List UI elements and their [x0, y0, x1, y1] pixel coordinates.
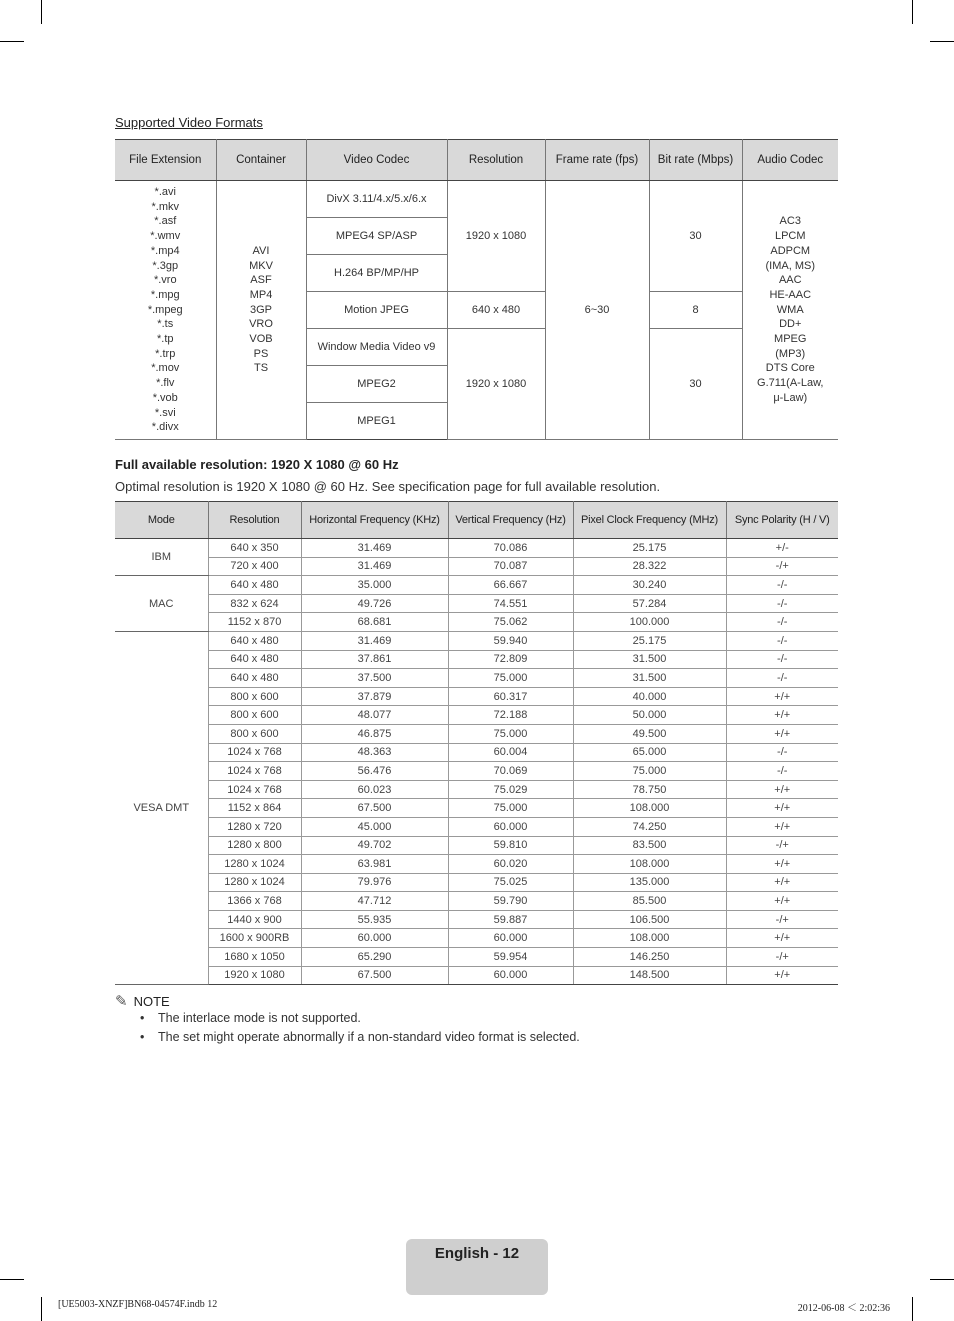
table-cell: 37.861 [301, 650, 448, 669]
table-cell: 67.500 [301, 799, 448, 818]
table-cell: 1152 x 864 [208, 799, 301, 818]
resolution-cell: 1920 x 1080 [447, 329, 545, 440]
table-row [115, 929, 838, 948]
container-name: PS [253, 347, 269, 360]
table-cell: 60.020 [448, 855, 573, 874]
pencil-icon: ✎ [115, 993, 128, 1010]
table-cell: 100.000 [573, 613, 726, 632]
list-item: • The set might operate abnormally if a non-standard video format is selected. [140, 1030, 580, 1049]
table-cell: 75.062 [448, 613, 573, 632]
table-cell: 108.000 [573, 799, 726, 818]
display-modes-table [115, 501, 838, 985]
table-cell: +/+ [726, 966, 838, 985]
file-extension: *.mp4 [150, 244, 180, 257]
column-header: Horizontal Frequency (KHz) [301, 502, 448, 539]
table-cell: 148.500 [573, 966, 726, 985]
video-codec-cell: Motion JPEG [306, 292, 447, 329]
file-extension: *.asf [154, 215, 177, 228]
footer-file-info: [UE5003-XNZF]BN68-04574F.indb 12 [58, 1299, 218, 1310]
audio-codec: HE-AAC [769, 288, 812, 301]
crop-mark [41, 1297, 42, 1321]
table-cell: +/- [726, 539, 838, 558]
table-cell: -/- [726, 594, 838, 613]
table-cell: 1680 x 1050 [208, 948, 301, 967]
audio-codec: G.711(A-Law, [757, 377, 824, 390]
table-cell: -/+ [726, 910, 838, 929]
container-name: VRO [249, 318, 273, 331]
table-cell: 60.000 [448, 817, 573, 836]
table-cell: -/- [726, 631, 838, 650]
file-extension: *.flv [156, 377, 175, 390]
crop-mark [912, 0, 913, 24]
table-cell: 25.175 [573, 631, 726, 650]
file-extension: *.avi [154, 186, 176, 199]
column-header: Sync Polarity (H / V) [726, 502, 838, 539]
table-row [115, 948, 838, 967]
table-cell: 75.000 [448, 724, 573, 743]
table-cell: 31.500 [573, 669, 726, 688]
table-cell: 720 x 400 [208, 557, 301, 576]
video-codec-cell: MPEG1 [306, 403, 447, 440]
column-header: Resolution [208, 502, 301, 539]
table-cell: 640 x 350 [208, 539, 301, 558]
table-cell: +/+ [726, 799, 838, 818]
container-name: TS [253, 362, 269, 375]
file-extension: *.mkv [151, 200, 179, 213]
crop-mark [912, 1297, 913, 1321]
section-title: Supported Video Formats [115, 115, 263, 130]
column-header: Bit rate (Mbps) [649, 140, 742, 181]
table-cell: 60.317 [448, 687, 573, 706]
table-cell: 1600 x 900RB [208, 929, 301, 948]
mode-cell: MAC [115, 576, 208, 632]
table-cell: -/- [726, 613, 838, 632]
table-cell: -/- [726, 650, 838, 669]
mode-table-body [115, 539, 838, 985]
file-extension: *.mov [151, 362, 180, 375]
table-cell: 31.500 [573, 650, 726, 669]
table-cell: 135.000 [573, 873, 726, 892]
table-cell: 57.284 [573, 594, 726, 613]
resolution-text: Optimal resolution is 1920 X 1080 @ 60 Hz. See specification page for full available resolution. [115, 479, 661, 494]
container-name: MKV [249, 259, 273, 272]
table-header-row [115, 502, 838, 539]
crop-mark [930, 41, 954, 42]
containers-cell [216, 181, 306, 440]
page-label: English - 12 [434, 1245, 520, 1262]
table-cell: 60.004 [448, 743, 573, 762]
column-header: Pixel Clock Frequency (MHz) [573, 502, 726, 539]
table-cell: 65.290 [301, 948, 448, 967]
table-cell: 45.000 [301, 817, 448, 836]
table-cell: 1024 x 768 [208, 743, 301, 762]
table-cell: 72.809 [448, 650, 573, 669]
table-cell: 40.000 [573, 687, 726, 706]
table-cell: +/+ [726, 724, 838, 743]
table-cell: 72.188 [448, 706, 573, 725]
note-heading [115, 992, 170, 1010]
table-cell: 800 x 600 [208, 687, 301, 706]
table-cell: 640 x 480 [208, 669, 301, 688]
table-cell: 146.250 [573, 948, 726, 967]
container-name: ASF [250, 274, 272, 287]
table-row [115, 181, 838, 218]
table-cell: 46.875 [301, 724, 448, 743]
file-extension: *.ts [157, 318, 174, 331]
audio-codec: ADPCM [770, 244, 811, 257]
audio-codec: MPEG [774, 333, 807, 346]
table-cell: 1366 x 768 [208, 892, 301, 911]
table-cell: 640 x 480 [208, 650, 301, 669]
table-cell: 832 x 624 [208, 594, 301, 613]
table-row [115, 892, 838, 911]
table-cell: 1024 x 768 [208, 780, 301, 799]
table-row [115, 576, 838, 595]
table-cell: 1280 x 1024 [208, 873, 301, 892]
video-codec-cell: H.264 BP/MP/HP [306, 255, 447, 292]
column-header: Video Codec [306, 140, 447, 181]
table-cell: 67.500 [301, 966, 448, 985]
frame-rate-cell: 6~30 [545, 181, 649, 440]
table-cell: +/+ [726, 687, 838, 706]
table-cell: 1280 x 720 [208, 817, 301, 836]
note-label: NOTE [133, 994, 170, 1009]
table-row [115, 873, 838, 892]
table-cell: 66.667 [448, 576, 573, 595]
table-cell: 37.500 [301, 669, 448, 688]
audio-codec: LPCM [774, 230, 806, 243]
file-extension: *.mpg [150, 288, 180, 301]
table-row [115, 762, 838, 781]
table-cell: +/+ [726, 780, 838, 799]
table-cell: 1440 x 900 [208, 910, 301, 929]
table-cell: 79.976 [301, 873, 448, 892]
table-cell: 31.469 [301, 539, 448, 558]
table-cell: 59.954 [448, 948, 573, 967]
table-row [115, 817, 838, 836]
table-row [115, 855, 838, 874]
video-codec-cell: DivX 3.11/4.x/5.x/6.x [306, 181, 447, 218]
table-cell: 31.469 [301, 631, 448, 650]
table-row [115, 743, 838, 762]
table-row [115, 669, 838, 688]
table-row [115, 836, 838, 855]
table-row [115, 594, 838, 613]
mode-cell: VESA DMT [115, 631, 208, 984]
page-number-tab [406, 1239, 548, 1295]
audio-codecs-cell [742, 181, 838, 440]
crop-mark [0, 41, 24, 42]
table-cell: 31.469 [301, 557, 448, 576]
table-cell: -/- [726, 762, 838, 781]
table-cell: 49.726 [301, 594, 448, 613]
table-cell: 30.240 [573, 576, 726, 595]
note-list [140, 1011, 580, 1049]
table-cell: 59.810 [448, 836, 573, 855]
audio-codec: (IMA, MS) [765, 259, 815, 272]
table-cell: 70.087 [448, 557, 573, 576]
table-cell: 59.940 [448, 631, 573, 650]
table-cell: 78.750 [573, 780, 726, 799]
table-cell: -/+ [726, 557, 838, 576]
table-cell: 800 x 600 [208, 724, 301, 743]
resolution-heading: Full available resolution: 1920 X 1080 @ 60 Hz [115, 457, 399, 472]
table-cell: 65.000 [573, 743, 726, 762]
table-row [115, 799, 838, 818]
file-extension: *.trp [155, 347, 176, 360]
audio-codec: μ-Law) [773, 391, 808, 404]
table-cell: +/+ [726, 892, 838, 911]
file-extensions-cell [115, 181, 216, 440]
container-name: 3GP [249, 303, 272, 316]
table-row [115, 966, 838, 985]
audio-codec: WMA [776, 303, 804, 316]
column-header: Resolution [447, 140, 545, 181]
column-header: Container [216, 140, 306, 181]
table-cell: 59.790 [448, 892, 573, 911]
column-header: Frame rate (fps) [545, 140, 649, 181]
video-formats-table [115, 139, 838, 440]
file-extension: *.svi [154, 406, 176, 419]
table-cell: 60.000 [301, 929, 448, 948]
audio-codec: AAC [778, 274, 802, 287]
table-cell: 60.000 [448, 966, 573, 985]
video-codec-cell: MPEG4 SP/ASP [306, 218, 447, 255]
table-row [115, 724, 838, 743]
table-cell: -/+ [726, 836, 838, 855]
video-codec-cell: MPEG2 [306, 366, 447, 403]
column-header: Audio Codec [742, 140, 838, 181]
file-extension: *.vro [153, 274, 177, 287]
audio-codec: DTS Core [765, 362, 815, 375]
column-header: Vertical Frequency (Hz) [448, 502, 573, 539]
bit-rate-cell: 30 [649, 329, 742, 440]
resolution-cell: 640 x 480 [447, 292, 545, 329]
table-cell: 48.363 [301, 743, 448, 762]
table-row [115, 557, 838, 576]
audio-codec: DD+ [779, 318, 802, 331]
video-codec-cell: Window Media Video v9 [306, 329, 447, 366]
container-name: MP4 [249, 288, 273, 301]
table-cell: +/+ [726, 929, 838, 948]
table-header-row [115, 140, 838, 181]
table-row [115, 910, 838, 929]
file-extension: *.mpeg [147, 303, 183, 316]
table-cell: 75.000 [448, 669, 573, 688]
table-cell: +/+ [726, 855, 838, 874]
table-cell: 1152 x 870 [208, 613, 301, 632]
table-cell: 85.500 [573, 892, 726, 911]
table-cell: 1024 x 768 [208, 762, 301, 781]
table-cell: 55.935 [301, 910, 448, 929]
bit-rate-cell: 8 [649, 292, 742, 329]
table-cell: 63.981 [301, 855, 448, 874]
table-cell: 70.086 [448, 539, 573, 558]
table-cell: 1280 x 1024 [208, 855, 301, 874]
crop-mark [41, 0, 42, 24]
table-row [115, 780, 838, 799]
audio-codec: (MP3) [775, 347, 806, 360]
table-cell: 108.000 [573, 855, 726, 874]
table-row [115, 706, 838, 725]
table-cell: 56.476 [301, 762, 448, 781]
column-header: File Extension [115, 140, 216, 181]
file-extension: *.tp [156, 333, 174, 346]
table-cell: +/+ [726, 873, 838, 892]
table-cell: 75.029 [448, 780, 573, 799]
mode-cell: IBM [115, 539, 208, 576]
table-cell: 25.175 [573, 539, 726, 558]
table-cell: 70.069 [448, 762, 573, 781]
table-cell: 49.500 [573, 724, 726, 743]
table-cell: 106.500 [573, 910, 726, 929]
table-cell: 800 x 600 [208, 706, 301, 725]
table-cell: 28.322 [573, 557, 726, 576]
table-cell: -/- [726, 743, 838, 762]
table-cell: 60.023 [301, 780, 448, 799]
file-extension: *.wmv [150, 230, 181, 243]
table-row [115, 631, 838, 650]
table-cell: 68.681 [301, 613, 448, 632]
table-cell: -/- [726, 669, 838, 688]
table-row [115, 539, 838, 558]
table-cell: 1920 x 1080 [208, 966, 301, 985]
container-name: VOB [249, 333, 273, 346]
table-cell: +/+ [726, 706, 838, 725]
audio-codec: AC3 [779, 215, 801, 228]
table-row [115, 687, 838, 706]
table-cell: 75.000 [573, 762, 726, 781]
table-cell: 108.000 [573, 929, 726, 948]
file-extension: *.3gp [152, 259, 179, 272]
table-cell: 60.000 [448, 929, 573, 948]
table-cell: 37.879 [301, 687, 448, 706]
list-item: • The interlace mode is not supported. [140, 1011, 580, 1030]
table-cell: 75.000 [448, 799, 573, 818]
table-cell: 74.250 [573, 817, 726, 836]
file-extension: *.divx [151, 421, 179, 434]
crop-mark [930, 1279, 954, 1280]
table-cell: 59.887 [448, 910, 573, 929]
table-row [115, 650, 838, 669]
bit-rate-cell: 30 [649, 181, 742, 292]
table-cell: 640 x 480 [208, 576, 301, 595]
table-cell: 1280 x 800 [208, 836, 301, 855]
table-cell: 47.712 [301, 892, 448, 911]
table-cell: 640 x 480 [208, 631, 301, 650]
container-name: AVI [252, 244, 270, 257]
table-cell: 35.000 [301, 576, 448, 595]
table-cell: +/+ [726, 817, 838, 836]
footer-timestamp: 2012-06-08 ＜ 2:02:36 [797, 1303, 890, 1314]
table-cell: 74.551 [448, 594, 573, 613]
table-cell: -/+ [726, 948, 838, 967]
table-cell: 75.025 [448, 873, 573, 892]
table-cell: 83.500 [573, 836, 726, 855]
crop-mark [0, 1279, 24, 1280]
table-cell: 48.077 [301, 706, 448, 725]
file-extension: *.vob [152, 391, 178, 404]
column-header: Mode [115, 502, 208, 539]
table-cell: -/- [726, 576, 838, 595]
table-row [115, 613, 838, 632]
resolution-cell: 1920 x 1080 [447, 181, 545, 292]
table-cell: 50.000 [573, 706, 726, 725]
table-cell: 49.702 [301, 836, 448, 855]
